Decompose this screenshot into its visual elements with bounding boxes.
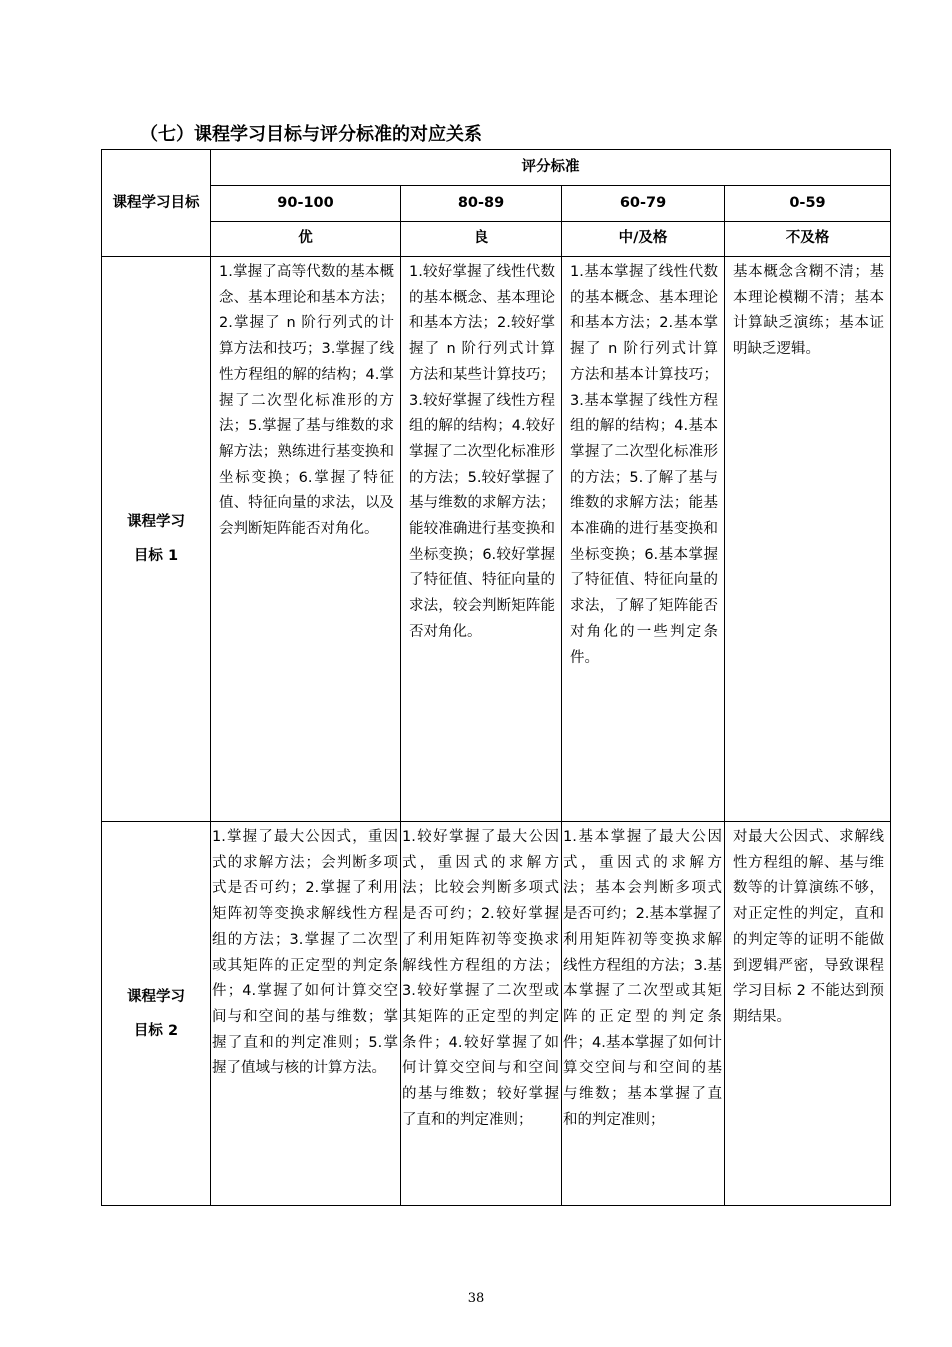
header-row-grades [102, 222, 891, 257]
header-row-scoring [102, 150, 891, 186]
cell-text: 1.较好掌握了线性代数的基本概念、基本理论和基本方法；2.较好掌握了 n 阶行列式计算方法和某些计算技巧；3.较好掌握了线性方程组的解的结构；4.较好掌握了二次型化标准形的方法；5.较好掌握了基与维数的求解方法；能较准确进行基变换和坐标变换；6.较好掌握了特征值、特征向量的求法，较会判断矩阵能否对角化。 [409, 264, 555, 640]
row-label-line1: 课程学习 [127, 988, 185, 1005]
cell-text: 1.掌握了最大公因式，重因式的求解方法；会判断多项式是否可约；2.掌握了利用矩阵初等变换求解线性方程组的方法；3.掌握了二次型或其矩阵的正定型的判定条件；4.掌握了如何计算交空间与和空间的基与维数；掌握了直和的判定准则；5.掌握了值域与核的计算方法。 [212, 829, 398, 1077]
score-range-60-79: 60-79 [562, 186, 725, 222]
cell-text: 1.较好掌握了最大公因式，重因式的求解方法；比较会判断多项式是否可约；2.较好掌握了利用矩阵初等变换求解线性方程组的方法；3.较好掌握了二次型或其矩阵的正定型的判定条件；4.较好掌握了如何计算交空间与和空间的基与维数；较好掌握了直和的判定准则； [402, 829, 559, 1128]
score-range-0-59: 0-59 [725, 186, 891, 222]
row-label-objective-2 [102, 822, 211, 1206]
objective-1-good [401, 257, 562, 822]
cell-text: 1.掌握了高等代数的基本概念、基本理论和基本方法；2.掌握了 n 阶行列式的计算方法和技巧；3.掌握了线性方程组的解的结构；4.掌握了二次型化标准形的方法；5.掌握了基与维数的求解方法；熟练进行基变换和坐标变换；6.掌握了特征值、特征向量的求法，以及会判断矩阵能否对角化。 [219, 264, 394, 538]
grade-pass: 中/及格 [562, 222, 725, 257]
section-heading: （七）课程学习目标与评分标准的对应关系 [140, 124, 482, 145]
row-label-line1: 课程学习 [127, 514, 185, 530]
page-number: 38 [467, 1291, 485, 1306]
cell-text: 1.基本掌握了线性代数的基本概念、基本理论和基本方法；2.基本掌握了 n 阶行列式计算方法和基本计算技巧；3.基本掌握了线性方程组的解的结构；4.基本掌握了二次型化标准形的方法；5.了解了基与维数的求解方法；能基本准确的进行基变换和坐标变换；6.基本掌握了特征值、特征向量的求法，了解了矩阵能否对角化的一些判定条件。 [570, 264, 718, 666]
corner-header-label: 课程学习目标 [112, 195, 200, 211]
objective-1-pass [562, 257, 725, 822]
objective-2-fail [725, 822, 891, 1206]
cell-text: 1.基本掌握了最大公因式，重因式的求解方法；基本会判断多项式是否可约；2.基本掌握了利用矩阵初等变换求解线性方程组的方法；3.基本掌握了二次型或其矩阵的正定型的判定条件；4.基本掌握了如何计算交空间与和空间的基与维数；基本掌握了直和的判定准则； [563, 829, 722, 1128]
table-row [102, 822, 891, 1206]
objective-1-excellent [211, 257, 401, 822]
score-range-80-89: 80-89 [401, 186, 562, 222]
row-label-objective-1 [102, 257, 211, 822]
header-row-ranges [102, 186, 891, 222]
scoring-standard-header: 评分标准 [211, 150, 891, 186]
corner-header [102, 150, 211, 257]
grade-excellent: 优 [211, 222, 401, 257]
objective-2-pass [562, 822, 725, 1206]
objective-1-fail [725, 257, 891, 822]
score-range-90-100: 90-100 [211, 186, 401, 222]
grade-good: 良 [401, 222, 562, 257]
row-label-line2: 目标 2 [133, 1022, 179, 1039]
table-row [102, 257, 891, 822]
cell-text: 对最大公因式、求解线性方程组的解、基与维数等的计算演练不够，对正定性的判定，直和的判定等的证明不能做到逻辑严密，导致课程学习目标 2 不能达到预期结果。 [733, 829, 884, 1025]
grade-fail: 不及格 [725, 222, 891, 257]
objective-2-good [401, 822, 562, 1206]
row-label-line2: 目标 1 [133, 548, 179, 564]
grading-criteria-table [101, 149, 891, 1206]
cell-text: 基本概念含糊不清；基本理论模糊不清；基本计算缺乏演练；基本证明缺乏逻辑。 [733, 264, 884, 358]
objective-2-excellent [211, 822, 401, 1206]
